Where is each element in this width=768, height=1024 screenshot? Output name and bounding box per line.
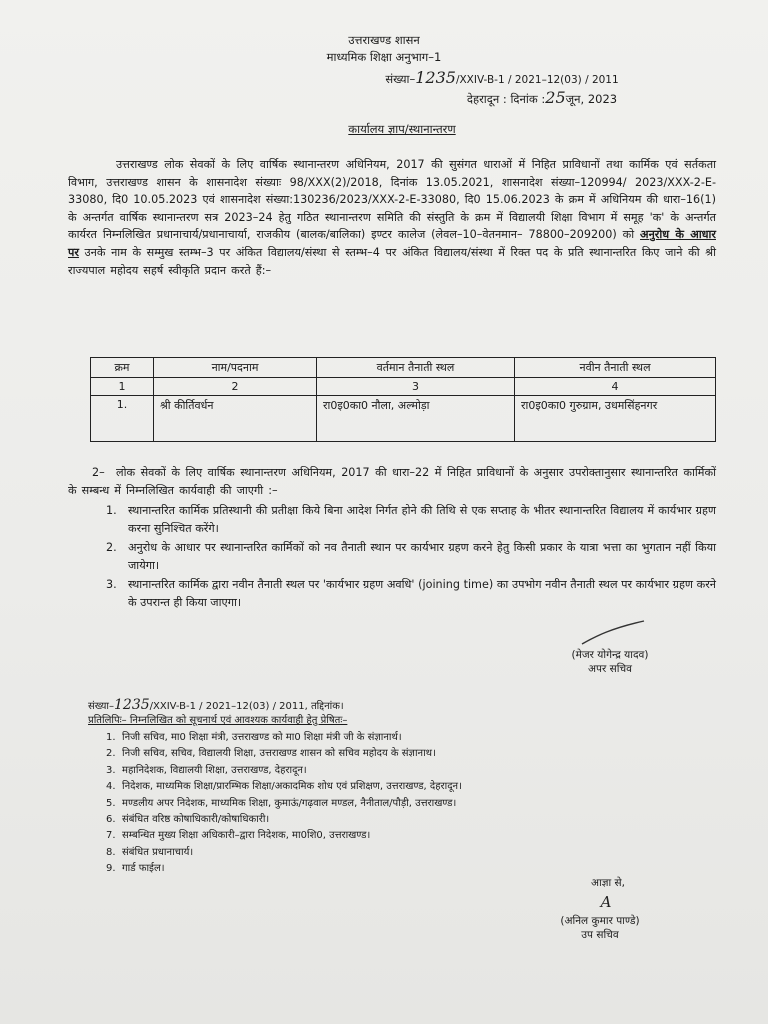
table-header-row <box>91 358 716 378</box>
department-name: माध्यमिक शिक्षा अनुभाग–1 <box>326 50 442 64</box>
handwritten-number: 1235 <box>114 697 150 713</box>
list-item: 2. अनुरोध के आधार पर स्थानान्तरित कार्मिकों को नव तैनाती स्थान पर कार्यभार ग्रहण करने हेतु किसी प्रकार के यात्रा भत्ता का भुगतान नहीं किया जायेगा। <box>106 541 716 572</box>
list-item: 4. निदेशक, माध्यमिक शिक्षा/प्रारम्भिक शिक्षा/अकादमिक शोध एवं प्रशिक्षण, उत्तराखण्ड, देहरादून। <box>106 781 462 793</box>
row-new-posting: रा0इ0का0 गुरुग्राम, उधमसिंहनगर <box>515 396 716 442</box>
header-name: नाम/पदनाम <box>154 358 317 378</box>
request-basis-emphasis: अनुरोध के आधार पर <box>68 228 716 259</box>
list-item: 6. संबंधित वरिष्ठ कोषाधिकारी/कोषाधिकारी। <box>106 814 270 826</box>
section-number: 2– <box>92 466 105 479</box>
col-number: 3 <box>317 378 515 396</box>
subject-heading: कार्यालय ज्ञाप/स्थानान्तरण <box>348 122 456 136</box>
signature-mark <box>578 618 650 648</box>
col-number: 1 <box>91 378 154 396</box>
list-item: 5. मण्डलीय अपर निदेशक, माध्यमिक शिक्षा, कुमाऊं/गढ़वाल मण्डल, नैनीताल/पौड़ी, उत्तराखण्ड। <box>106 797 457 809</box>
header-new-posting: नवीन तैनाती स्थल <box>515 358 716 378</box>
list-item: 8. संबंधित प्रधानाचार्य। <box>106 846 194 858</box>
signatory-designation: उप सचिव <box>581 929 619 941</box>
handwritten-date: 25 <box>545 88 566 107</box>
transfer-table <box>90 357 716 442</box>
header-sn: क्रम <box>91 358 154 378</box>
main-paragraph: उत्तराखण्ड लोक सेवकों के लिए वार्षिक स्थानान्तरण अधिनियम, 2017 की सुसंगत धाराओं में निहित प्राविधानों तथा कार्मिक एवं सर्तकता विभाग, उत्तराखण्ड शासन के शासनादेश संख्याः 98/XXX(2)/2018, दिनांक 13.05.2021, शासनादेश संख्या–120994/ 2023/XXX-2-E-33080, दि0 10.05.2023 एवं शासनादेश संख्या:130236/2023/XXX-2-E-33080, दि0 15.06.2023 के क्रम में अधिनियम की धारा–16(1) के अन्तर्गत वार्षिक स्थानान्तरण सत्र 2023–24 हेतु गठित स्थानान्तरण समिति की संस्तुति के क्रम में विद्यालयी शिक्षा विभाग में समूह 'क' के अन्तर्गत कार्यरत निम्नलिखित प्रधानाचार्य/प्रधानाचार्या, राजकीय (बालक/बालिका) इण्टर कालेज (लेवल–10–वेतनमान– 78800–209200) को अनुरोध के आधार पर उनके नाम के सम्मुख स्तम्भ–3 पर अंकित विद्यालय/संस्था से स्तम्भ–4 पर अंकित विद्यालय/संस्था में रिक्त पद के प्रति स्थानान्तरित किए जाने की श्री राज्यपाल महोदय सहर्ष स्वीकृति प्रदान करते हैं:– <box>68 158 717 277</box>
copy-reference: संख्या–1235/XXIV-B-1 / 2021–12(03) / 2011, तद्दिनांक। <box>88 697 344 713</box>
signatory-name: (अनिल कुमार पाण्डे) <box>560 915 640 927</box>
signatory-name: (मेजर योगेन्द्र यादव) <box>571 649 649 661</box>
copy-label: प्रतिलिपिः– निम्नलिखित को सूचनार्थ एवं आवश्यक कार्यवाही हेतु प्रेषितः– <box>88 715 348 726</box>
list-item: 9. गार्ड फाईल। <box>106 863 165 875</box>
list-item: 7. सम्बन्धित मुख्य शिक्षा अधिकारी–द्वारा निदेशक, मा0शि0, उत्तराखण्ड। <box>106 830 371 842</box>
letter-number: संख्या–1235/XXIV-B-1 / 2021–12(03) / 2011 <box>385 68 619 87</box>
list-item: 1. स्थानान्तरित कार्मिक प्रतिस्थानी की प्रतीक्षा किये बिना आदेश निर्गत होने की तिथि से एक सप्ताह के भीतर स्थानान्तरित विद्यालय में कार्यभार ग्रहण करना सुनिश्चित करेंगे। <box>106 504 716 535</box>
signatory-2 <box>520 914 680 942</box>
table-row <box>91 396 716 442</box>
by-order-text: आज्ञा से, <box>591 877 625 889</box>
place-date: देहरादून : दिनांक :25जून, 2023 <box>466 88 618 107</box>
signatory-designation: अपर सचिव <box>588 663 632 675</box>
list-item: 3. महानिदेशक, विद्यालयी शिक्षा, उत्तराखण्ड, देहरादून। <box>106 764 307 776</box>
col-number: 2 <box>154 378 317 396</box>
section-2-paragraph: 2– लोक सेवकों के लिए वार्षिक स्थानान्तरण अधिनियम, 2017 की धारा–22 में निहित प्राविधानों के अनुसार उपरोक्तानुसार स्थानान्तरित कार्मिकों के सम्बन्ध में निम्नलिखित कार्यवाही की जाएगी :– <box>68 466 716 497</box>
list-item: 1. निजी सचिव, मा0 शिक्षा मंत्री, उत्तराखण्ड को मा0 शिक्षा मंत्री जी के संज्ञानार्थ। <box>106 732 402 743</box>
header-current-posting: वर्तमान तैनाती स्थल <box>317 358 515 378</box>
government-name: उत्तराखण्ड शासन <box>348 33 420 47</box>
recipients-list <box>92 730 692 878</box>
signature-initial: A <box>600 893 612 911</box>
list-item: 3. स्थानान्तरित कार्मिक द्वारा नवीन तैनाती स्थल पर 'कार्यभार ग्रहण अवधि' (joining time) का उपभोग नवीन तैनाती स्थल पर कार्यभार ग्रहण करने के उपरान्त ही किया जाएगा। <box>106 578 716 609</box>
handwritten-number: 1235 <box>415 68 456 87</box>
row-current-posting: रा0इ0का0 नौला, अल्मोड़ा <box>317 396 515 442</box>
signatory-1 <box>530 648 690 676</box>
table-colnum-row <box>91 378 716 396</box>
row-name: श्री कीर्तिवर्धन <box>154 396 317 442</box>
row-sn: 1. <box>91 396 154 442</box>
list-item: 2. निजी सचिव, सचिव, विद्यालयी शिक्षा, उत्तराखण्ड शासन को सचिव महोदय के संज्ञानाथ। <box>106 748 436 760</box>
col-number: 4 <box>515 378 716 396</box>
action-items-list <box>100 502 716 614</box>
